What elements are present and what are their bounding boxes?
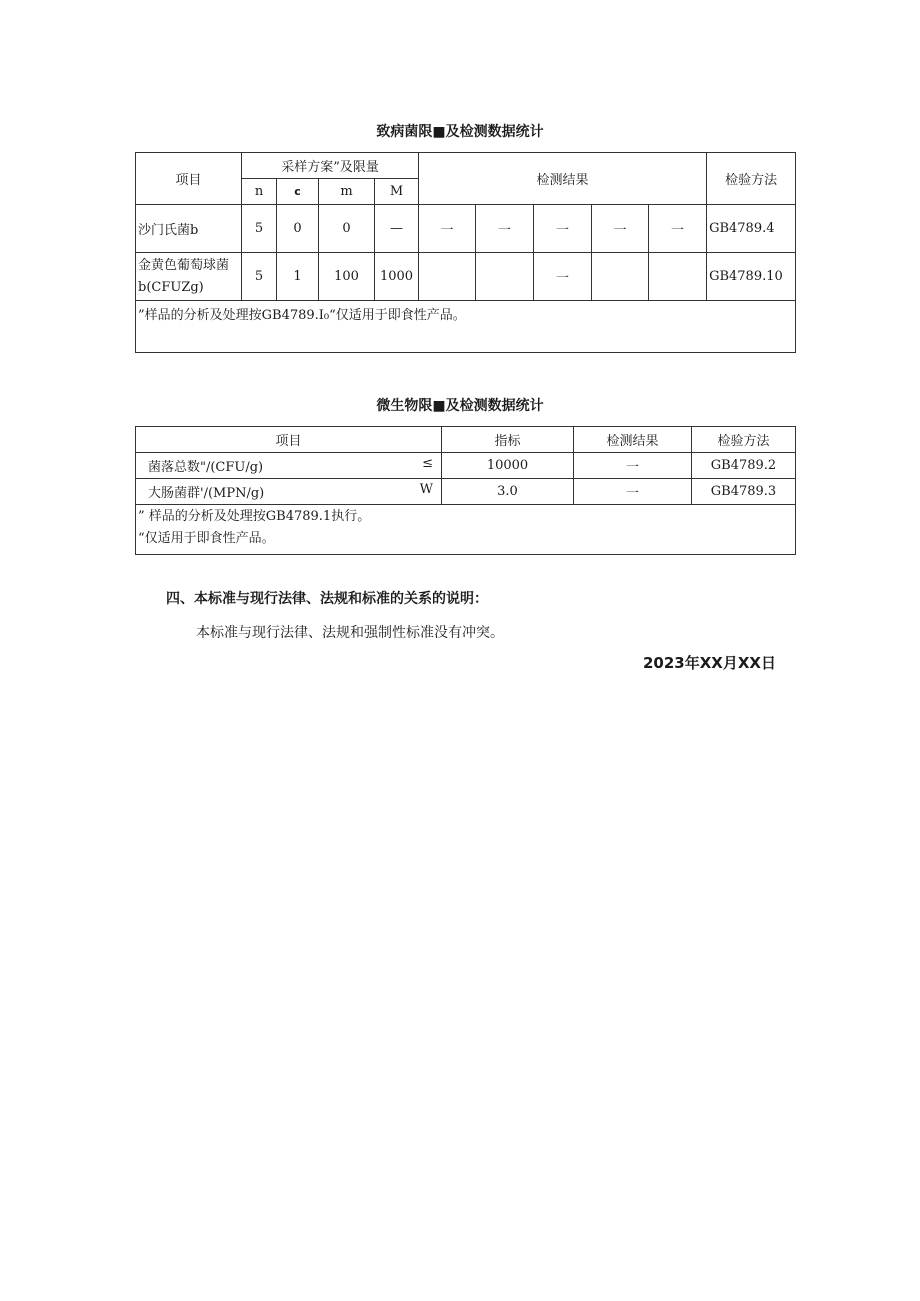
header-method: 检验方法 <box>692 427 796 453</box>
row-result-3: 一 <box>534 253 592 301</box>
row-symbol: ≤ <box>422 456 433 471</box>
header-results: 检测结果 <box>419 153 707 205</box>
row-result-4: 一 <box>592 205 649 253</box>
row-result-2 <box>476 253 534 301</box>
row-name-line1: 金黄色葡萄球菌 <box>138 257 230 273</box>
header-M: M <box>375 179 419 205</box>
row-index: 3.0 <box>442 479 574 505</box>
row-result: 一 <box>574 479 692 505</box>
header-index: 指标 <box>442 427 574 453</box>
table-row <box>136 205 796 253</box>
document-date: 2023年XX月XX日 <box>642 654 776 672</box>
row-name <box>136 253 242 301</box>
row-result-4 <box>592 253 649 301</box>
row-result-2: 一 <box>476 205 534 253</box>
header-sampling-plan: 采样方案”及限量 <box>242 153 419 179</box>
row-result-1: 一 <box>419 205 476 253</box>
row-result: 一 <box>574 453 692 479</box>
row-result-1 <box>419 253 476 301</box>
row-name-cell <box>136 479 442 505</box>
table-row <box>136 453 796 479</box>
row-name: 菌落总数"/(CFU/g) <box>148 460 264 475</box>
row-result-5: 一 <box>649 205 707 253</box>
table2-notes <box>136 505 796 555</box>
header-item: 项目 <box>136 427 442 453</box>
row-method: GB4789.4 <box>707 205 796 253</box>
row-M: 1000 <box>375 253 419 301</box>
header-result: 检测结果 <box>574 427 692 453</box>
table2-note-1: ” 样品的分析及处理按GB4789.1执行。 <box>138 509 371 524</box>
row-c: 1 <box>277 253 319 301</box>
row-method: GB4789.10 <box>707 253 796 301</box>
header-c: c <box>277 179 319 205</box>
table-row <box>136 479 796 505</box>
row-name-cell <box>136 453 442 479</box>
row-m: 100 <box>319 253 375 301</box>
row-n: 5 <box>242 253 277 301</box>
header-n: n <box>242 179 277 205</box>
row-name: 大肠菌群'/(MPN/g) <box>148 486 265 501</box>
table2-title: 微生物限■及检测数据统计 <box>376 398 544 414</box>
section-heading: 四、本标准与现行法律、法规和标准的关系的说明： <box>166 591 488 607</box>
row-result-5 <box>649 253 707 301</box>
microbe-table <box>135 426 796 555</box>
header-item: 项目 <box>136 153 242 205</box>
row-m: 0 <box>319 205 375 253</box>
header-method: 检验方法 <box>707 153 796 205</box>
table1-note: ”样品的分析及处理按GB4789.I₀“仅适用于即食性产品。 <box>136 301 796 353</box>
row-n: 5 <box>242 205 277 253</box>
row-index: 10000 <box>442 453 574 479</box>
section-body: 本标准与现行法律、法规和强制性标准没有冲突。 <box>196 625 504 641</box>
table1-title: 致病菌限■及检测数据统计 <box>376 124 544 140</box>
row-M: — <box>375 205 419 253</box>
table-row <box>136 253 796 301</box>
pathogen-table <box>135 152 796 353</box>
row-symbol: W <box>419 482 433 497</box>
row-c: 0 <box>277 205 319 253</box>
header-m: m <box>319 179 375 205</box>
row-name: 沙门氏菌b <box>136 205 242 253</box>
row-name-line2: b(CFUZg) <box>138 279 204 295</box>
table2-note-2: “仅适用于即食性产品。 <box>138 531 275 546</box>
row-result-3: 一 <box>534 205 592 253</box>
row-method: GB4789.2 <box>692 453 796 479</box>
row-method: GB4789.3 <box>692 479 796 505</box>
